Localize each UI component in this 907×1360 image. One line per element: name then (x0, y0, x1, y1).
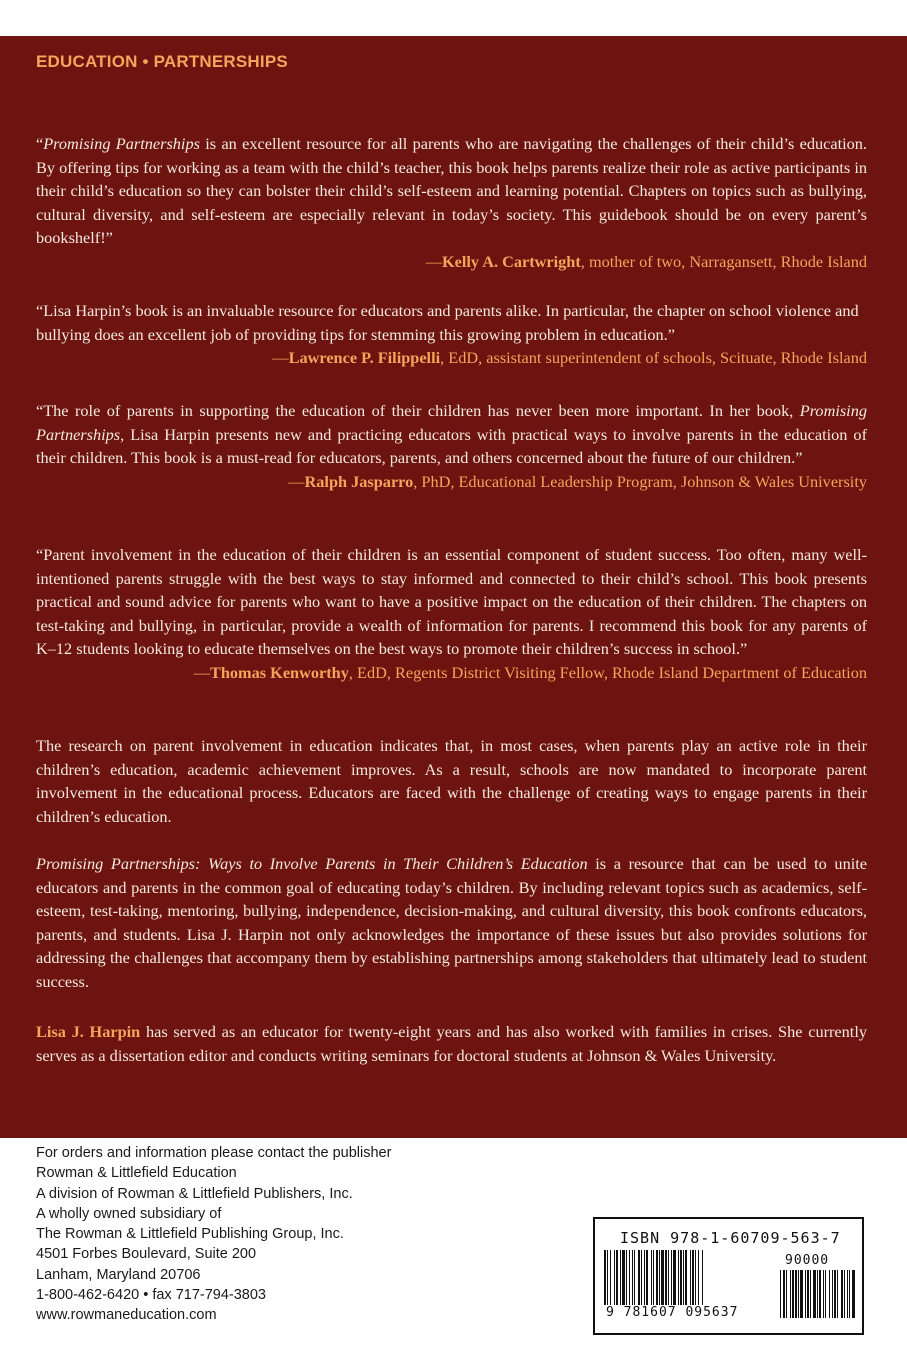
top-margin (0, 0, 907, 36)
barcode-bar (673, 1250, 676, 1312)
price-code: 90000 (785, 1253, 830, 1268)
endorsement-2 (36, 299, 867, 370)
endorser-name: Kelly A. Cartwright (441, 251, 581, 271)
barcode-bar (834, 1270, 836, 1318)
barcode-bar (849, 1270, 850, 1318)
ean-digits: 9 781607 095637 (606, 1305, 739, 1320)
barcode-bar (780, 1270, 781, 1318)
barcode-bar (638, 1250, 640, 1312)
barcode-bar (702, 1250, 703, 1312)
barcode-bar (616, 1250, 618, 1312)
barcode-bar (792, 1270, 794, 1318)
barcode-bar (634, 1250, 635, 1312)
barcode-bar (798, 1270, 799, 1318)
barcode-bar (847, 1270, 848, 1318)
endorsement-3-attribution: —Ralph Jasparro, PhD, Educational Leadership Program, Johnson & Wales University (288, 471, 867, 491)
endorsement-2-text: “Lisa Harpin’s book is an invaluable resource for educators and parents alike. In particular, the chapter on school violence and bullying does an excellent job of providing tips for stemming this growing problem in education.” —Lawrence P. Filippelli, EdD, assistant superintendent of schools, Scituate, Rhode Island (36, 299, 867, 346)
book-title: Promising Partnerships (36, 401, 867, 444)
publisher-line: Rowman & Littlefield Education (36, 1165, 237, 1182)
barcode-bar (692, 1250, 694, 1312)
publisher-info (36, 1143, 391, 1326)
barcode-bar (795, 1270, 797, 1318)
barcode-bar (817, 1270, 818, 1318)
publisher-line: The Rowman & Littlefield Publishing Group, Inc. (36, 1226, 344, 1243)
endorsement-3 (36, 399, 867, 493)
description-1 (36, 734, 867, 828)
barcode-bar (651, 1250, 652, 1312)
author-bio-text: Lisa J. Harpin has served as an educator for twenty-eight years and has also worked with families in crises. She currently serves as a dissertation editor and conducts writing seminars for doctoral students at Johnson & Wales University. (36, 1022, 867, 1065)
barcode-bar (786, 1270, 787, 1318)
barcode-bar (819, 1270, 821, 1318)
barcode-bar (852, 1270, 855, 1318)
barcode-bar (823, 1270, 824, 1318)
barcode-bar (678, 1250, 679, 1312)
barcode-bar (800, 1270, 803, 1318)
barcode-bar (668, 1250, 669, 1312)
barcode-bar (620, 1250, 621, 1312)
isbn-label: ISBN 978-1-60709-563-7 (620, 1229, 841, 1247)
barcode-bar (690, 1250, 691, 1312)
barcode-bar (810, 1270, 811, 1318)
barcode-bar (698, 1250, 699, 1312)
description-2 (36, 852, 867, 993)
author-name: Lisa J. Harpin (36, 1022, 141, 1041)
barcode-bar (665, 1250, 667, 1312)
author-bio (36, 1020, 867, 1067)
barcode-bar (632, 1250, 633, 1312)
endorsement-4-attribution: —Thomas Kenworthy, EdD, Regents District Visiting Fellow, Rhode Island Department of Education (193, 662, 867, 682)
barcode-bar (829, 1270, 830, 1318)
endorser-name: Thomas Kenworthy (210, 662, 349, 682)
barcode-bar (783, 1270, 785, 1318)
barcode-bar (641, 1250, 642, 1312)
publisher-line: For orders and information please contact the publisher (36, 1145, 392, 1161)
publisher-line: 4501 Forbes Boulevard, Suite 200 (36, 1246, 257, 1263)
barcode-bar (671, 1250, 672, 1312)
barcode-bar (604, 1250, 606, 1312)
barcode-bar (653, 1250, 654, 1312)
barcode-bar (656, 1250, 658, 1312)
publisher-line: 1-800-462-6420 • fax 717-794-3803 (36, 1287, 266, 1304)
barcode-bar (844, 1270, 845, 1318)
barcode-bar (695, 1250, 696, 1312)
barcode-bar (646, 1250, 648, 1312)
barcode-bar (825, 1270, 826, 1318)
barcode-bar (685, 1250, 687, 1312)
endorser-name: Lawrence P. Filippelli (288, 348, 441, 367)
barcode-bar (644, 1250, 645, 1312)
barcode-bar (614, 1250, 615, 1312)
publisher-website: www.rowmaneducation.com (36, 1307, 217, 1324)
barcode-bar (659, 1250, 660, 1312)
barcode-bar (607, 1250, 608, 1312)
barcode-bar (683, 1250, 684, 1312)
barcode-bar (680, 1250, 682, 1312)
barcode-bar (610, 1250, 611, 1312)
endorser-name: Ralph Jasparro (304, 471, 414, 491)
barcode-bar (832, 1270, 833, 1318)
endorsement-4 (36, 543, 867, 684)
barcode-bar (626, 1250, 627, 1312)
barcode-bar (805, 1270, 806, 1318)
publisher-line: A division of Rowman & Littlefield Publishers, Inc. (36, 1185, 353, 1202)
barcode-bar (629, 1250, 630, 1312)
barcode-bar (813, 1270, 816, 1318)
book-full-title: Promising Partnerships: Ways to Involve Parents in Their Children’s Education (36, 854, 588, 873)
barcode-bar (790, 1270, 791, 1318)
barcode-bar (837, 1270, 838, 1318)
barcode-bar (622, 1250, 625, 1312)
barcode-bar (661, 1250, 664, 1312)
book-title: Promising Partnerships (43, 134, 200, 153)
endorsement-1-attribution: —Kelly A. Cartwright, mother of two, Narragansett, Rhode Island (425, 251, 867, 271)
publisher-line: A wholly owned subsidiary of (36, 1205, 222, 1222)
endorsement-2-attribution: —Lawrence P. Filippelli, EdD, assistant superintendent of schools, Scituate, Rhode Island (272, 348, 867, 367)
barcode-bar (841, 1270, 843, 1318)
endorsement-1-text: “Promising Partnerships is an excellent resource for all parents who are navigating the challenges of their child’s education. By offering tips for working as a team with the child’s teacher, this book helps parents realize their role as active participants in their child’s education so they can bolster their child’s self-esteem and learning potential. Chapters on topics such as bullying, cultural diversity, and self-esteem are especially relevant in today’s society. This guidebook should be on every parent’s bookshelf!” (36, 134, 868, 247)
description-2-text: Promising Partnerships: Ways to Involve Parents in Their Children’s Education is a resource that can be used to unite educators and parents in the common goal of educating today’s children. By including relevant topics such as academics, self-esteem, test-taking, mentoring, bullying, independence, decision-making, and cultural diversity, this book confronts educators, parents, and students. Lisa J. Harpin not only acknowledges the importance of these issues but also provides solutions for addressing the challenges that accompany them by establishing partnerships among stakeholders that ultimately lead to student success. (36, 854, 867, 991)
description-1-text: The research on parent involvement in education indicates that, in most cases, when parents play an active role in their children’s education, academic achievement improves. As a result, schools are now mandated to incorporate parent involvement in the educational process. Educators are faced with the challenge of creating ways to engage parents in their children’s education. (36, 736, 867, 826)
endorsement-4-text: “Parent involvement in the education of their children is an essential component of student success. Too often, many well-intentioned parents struggle with the best ways to stay informed and connected to their child’s school. This book presents practical and sound advice for parents who want to have a positive impact on the education of their children. The chapters on test-taking and bullying, in particular, provide a wealth of information for parents. I recommend this book for any parents of K–12 students looking to educate themselves on the best ways to promote their children’s success in school.” (36, 545, 867, 658)
category-label: EDUCATION • PARTNERSHIPS (36, 52, 288, 71)
endorsement-3-text: “The role of parents in supporting the education of their children has never been more important. In her book, Promising Partnerships, Lisa Harpin presents new and practicing educators with practical ways to involve parents in the education of their children. This book is a must-read for educators, parents, and others concerned about the future of our children.” (36, 401, 867, 467)
endorsement-1 (36, 132, 867, 273)
barcode-bar (807, 1270, 809, 1318)
publisher-line: Lanham, Maryland 20706 (36, 1266, 201, 1283)
